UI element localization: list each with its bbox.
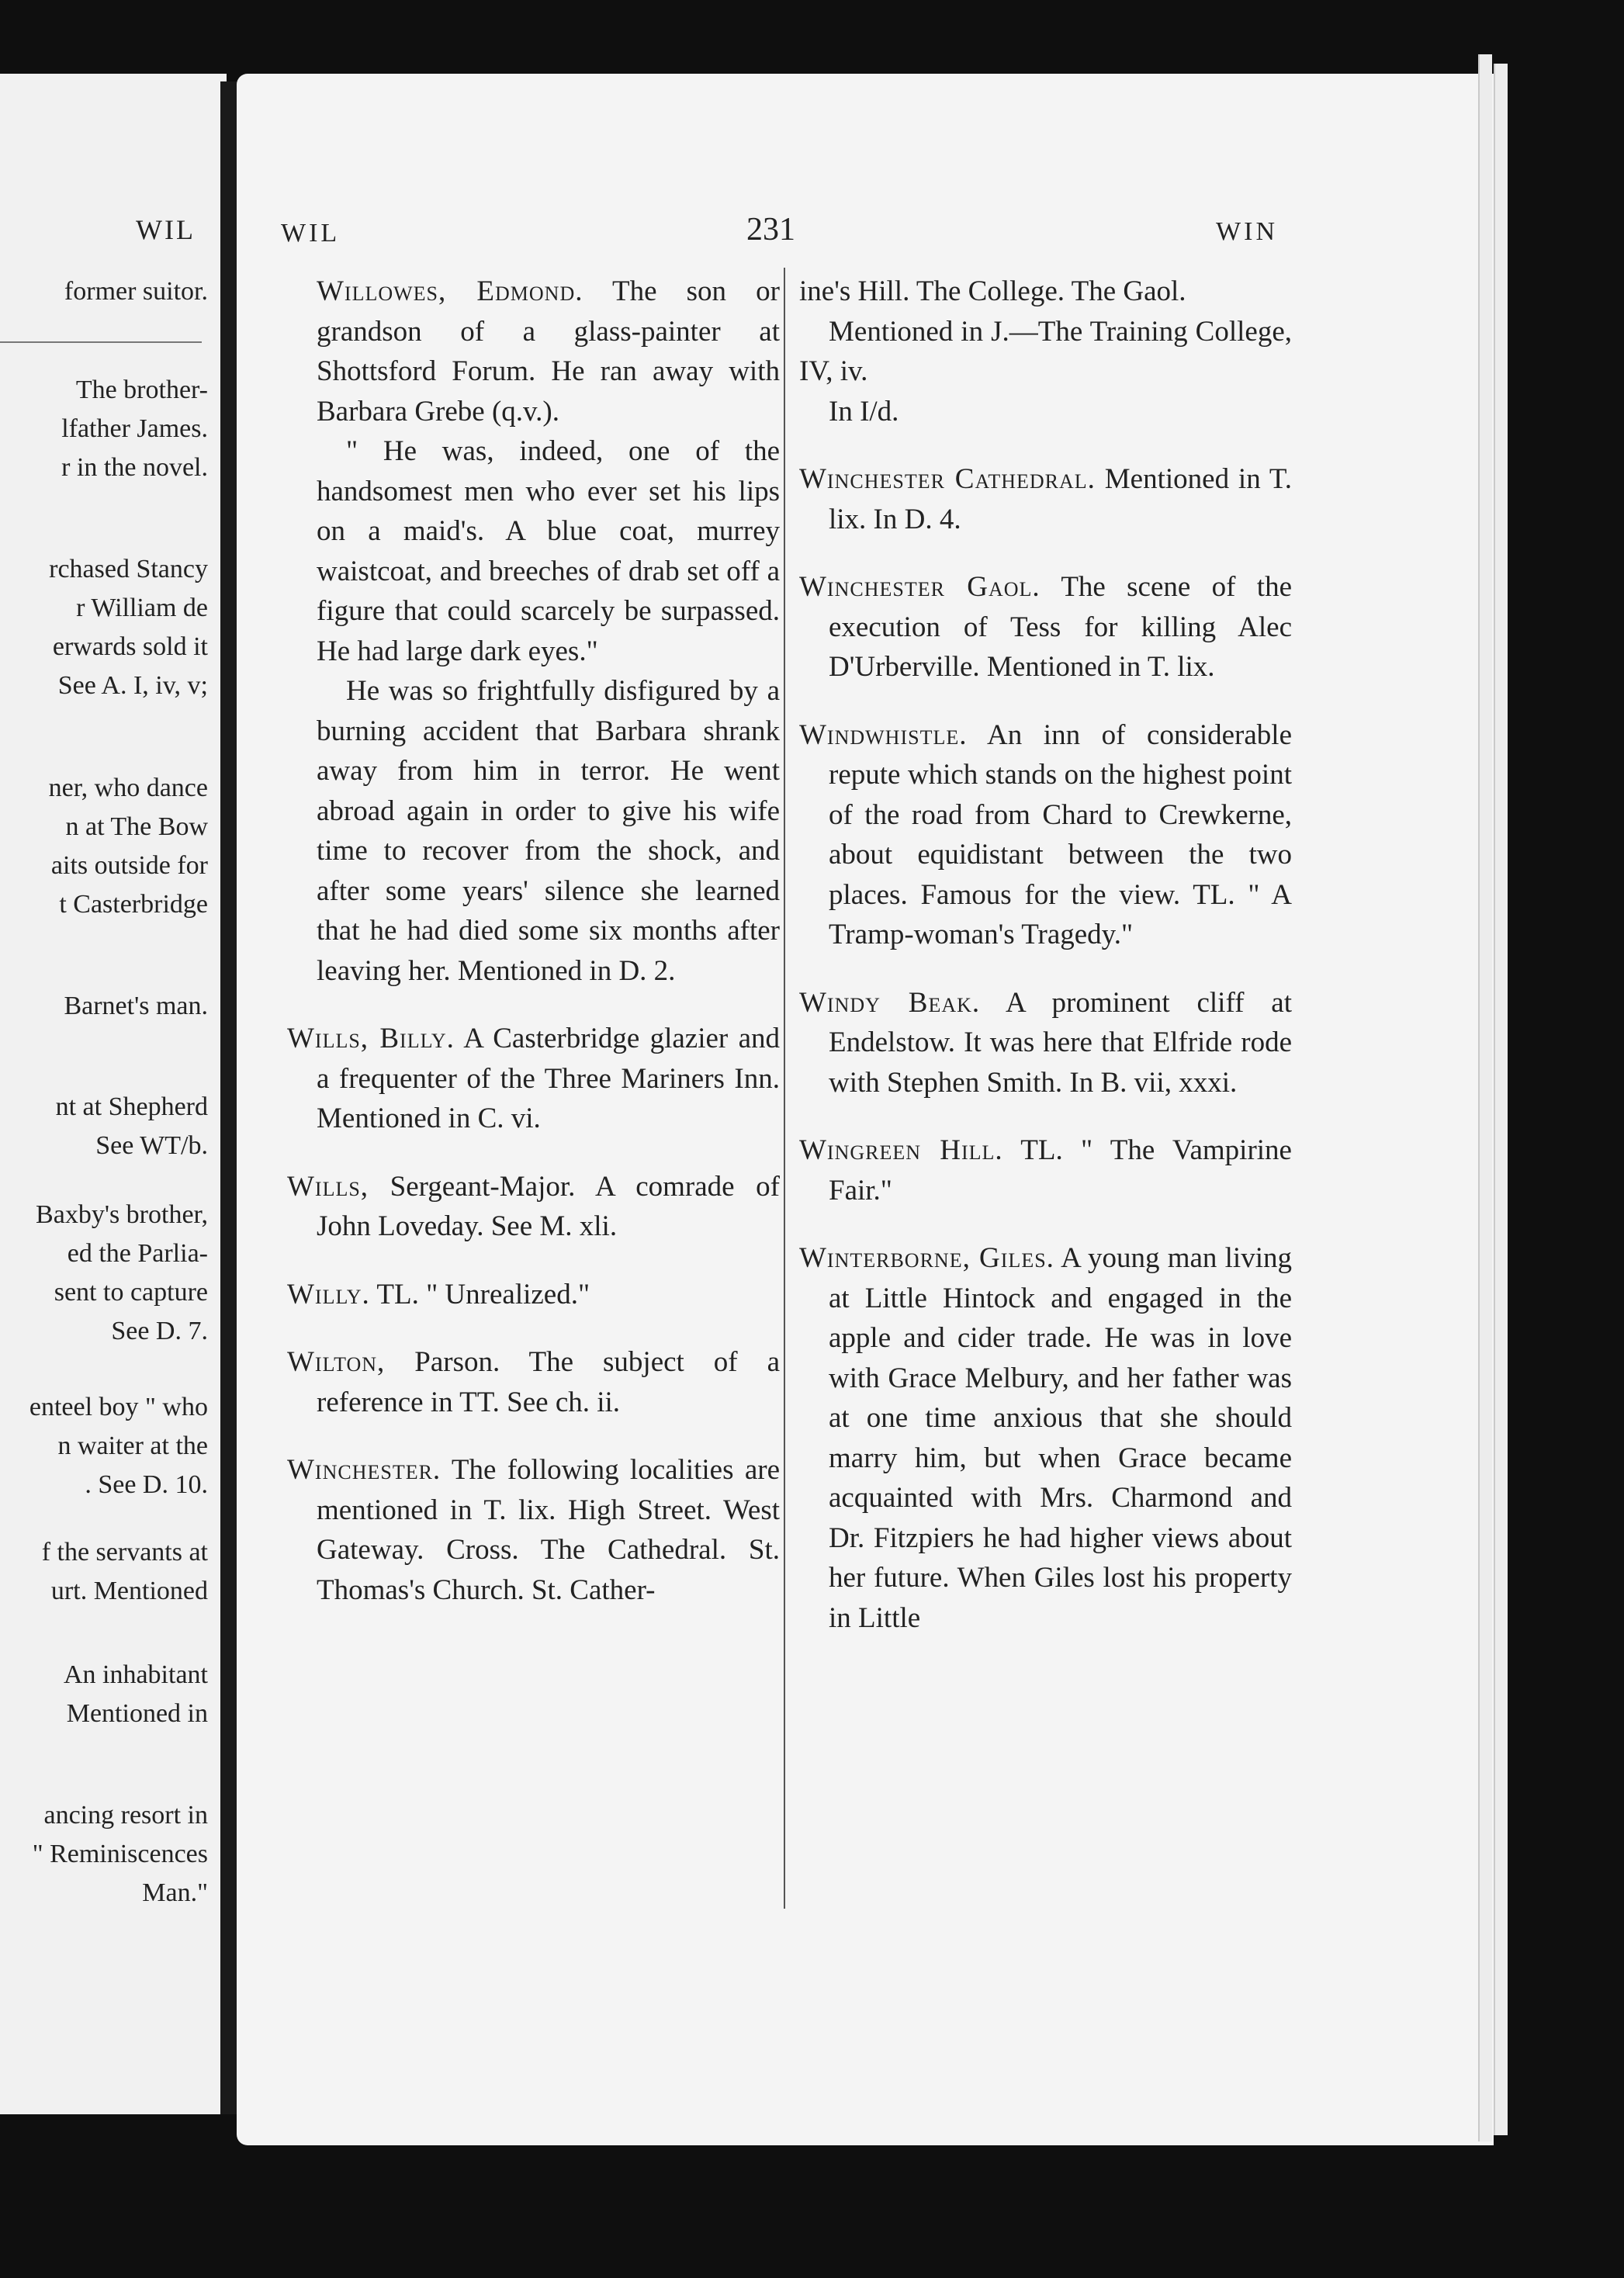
entry-text: Mentioned in J.—The Training College, IV, iv. (799, 315, 1292, 387)
left-line: urt. Mentioned (50, 1577, 208, 1605)
entry-winchester (287, 1450, 780, 1610)
entry-text: Mentioned in T. lix. In D. 4. (829, 463, 1293, 535)
page-edge (1494, 64, 1508, 2135)
left-line: r William de (76, 594, 208, 622)
entry-wills-sergeant (287, 1167, 780, 1247)
entry-headword: Wills, (287, 1170, 369, 1203)
left-line: aits outside for (50, 851, 208, 880)
left-header-rule (0, 341, 202, 343)
left-line: See WT/b. (95, 1131, 208, 1160)
left-line: sent to capture (54, 1278, 208, 1307)
left-line: Baxby's brother, (36, 1200, 208, 1229)
left-line: enteel boy " who (29, 1393, 208, 1421)
entry-text: The son or grandson of a glass-painter at Shottsford Forum. He ran away with Barbara Grebe (q.v.). (317, 275, 781, 428)
left-line: See D. 7. (111, 1317, 208, 1345)
left-line: r in the novel. (61, 453, 208, 482)
entry-winterborne-giles (799, 1238, 1292, 1638)
left-line: Man." (142, 1878, 208, 1907)
left-line: See A. I, iv, v; (57, 671, 208, 700)
page-edge (1478, 54, 1492, 2141)
entry-text: TL. " The Vampirine Fair." (829, 1134, 1292, 1207)
entry-headword: Winchester Cathedral. (799, 463, 1096, 495)
entry-text: The scene of the execution of Tess for killing Alec D'Urberville. Mentioned in T. lix. (829, 571, 1292, 683)
left-line: " Reminiscences (32, 1840, 208, 1868)
left-line: former suitor. (64, 277, 208, 306)
left-line: n waiter at the (57, 1432, 208, 1460)
running-head-left: WIL (281, 219, 341, 248)
column-divider (784, 268, 785, 1909)
entry-willowes-edmond (287, 272, 780, 991)
left-line: f the servants at (41, 1538, 208, 1567)
entry-headword: Windwhistle. (799, 718, 968, 751)
entry-text: A young man living at Little Hintock and engaged in the apple and cider trade. He was in love with Grace Melbury, and her father was at one time anxious that she should marry him, but when Grace became acquainted with Mrs. Charmond and Dr. Fitzpiers he had higher views about her future. When Giles lost his property in Little (829, 1242, 1292, 1634)
entry-headword: Wills, Billy. (287, 1023, 455, 1054)
left-line: nt at Shepherd (55, 1092, 208, 1121)
left-line: lfather James. (61, 414, 208, 443)
entry-headword: Wilton, (287, 1346, 386, 1378)
left-line: Mentioned in (66, 1699, 208, 1728)
entry-text: In I/d. (829, 395, 899, 428)
entry-headword: Winterborne, Giles. (799, 1242, 1054, 1274)
left-line: Barnet's man. (64, 992, 208, 1020)
left-line: An inhabitant (63, 1660, 208, 1689)
left-line: n at The Bow (65, 812, 208, 841)
entry-text: Parson. The subject of a reference in TT. See ch. ii. (317, 1346, 781, 1418)
facing-page-left (0, 74, 227, 2114)
left-line: ancing resort in (43, 1801, 208, 1830)
left-running-head: WIL (136, 214, 196, 245)
column-left (287, 272, 780, 1638)
entry-text: " He was, indeed, one of the handsomest men who ever set his lips on a maid's. A blue coat, murrey waistcoat, and breeches of drab set off a figure that could scarcely be surpassed. He had large dark eyes." (317, 435, 780, 667)
left-line: The brother- (75, 376, 208, 404)
entry-text: An inn of considerable repute which stands on the highest point of the road from Chard to Crewkerne, about equidistant between the two places. Famous for the view. TL. " A Tramp-woman's Tragedy." (829, 718, 1292, 950)
entry-headword: Winchester Gaol. (799, 571, 1041, 603)
left-line: ed the Parlia- (67, 1239, 208, 1268)
left-line: ner, who dance (48, 774, 208, 802)
entry-winchester-cathedral (799, 459, 1292, 539)
entry-headword: Wingreen Hill. (799, 1134, 1003, 1166)
entry-wills-billy (287, 1019, 780, 1139)
entry-wilton (287, 1342, 780, 1422)
entry-text: Sergeant-Major. A comrade of John Loveday. See M. xli. (317, 1170, 780, 1242)
entry-winchester-gaol (799, 567, 1292, 687)
left-line: rchased Stancy (49, 555, 208, 583)
entry-headword: Willy. (287, 1278, 370, 1310)
entry-text: ine's Hill. The College. The Gaol. (799, 275, 1186, 307)
entry-text: A Casterbridge glazier and a frequenter of the Three Mariners Inn. Mentioned in C. vi. (317, 1023, 780, 1134)
entry-winchester-continued (799, 272, 1292, 431)
column-right (799, 272, 1292, 1666)
left-line: t Casterbridge (59, 890, 208, 919)
entry-text: The following localities are mentioned in T. lix. High Street. West Gateway. Cross. The Cathedral. St. Thomas's Church. St. Cather- (317, 1454, 780, 1606)
entry-text: A prominent cliff at Endelstow. It was here that Elfride rode with Stephen Smith. In B. vii, xxxi. (829, 986, 1292, 1099)
page-number: 231 (746, 212, 795, 248)
entry-windy-beak (799, 983, 1292, 1103)
left-line: . See D. 10. (85, 1470, 208, 1499)
entry-text: He was so frightfully disfigured by a burning accident that Barbara shrank away from him in terror. He went abroad again in order to give his wife time to recover from the shock, and after some years' silence she learned that he had died some six months after leaving her. Mentioned in D. 2. (317, 675, 780, 987)
entry-willy (287, 1275, 780, 1315)
entry-wingreen-hill (799, 1130, 1292, 1210)
entry-headword: Windy Beak. (799, 986, 981, 1019)
entry-headword: Willowes, Edmond. (317, 275, 583, 307)
running-head-right: WIN (1216, 217, 1278, 246)
entry-headword: Winchester. (287, 1454, 441, 1486)
left-line: erwards sold it (52, 632, 208, 661)
running-head (281, 211, 1278, 258)
entry-windwhistle (799, 715, 1292, 955)
entry-text: TL. " Unrealized." (376, 1278, 590, 1310)
